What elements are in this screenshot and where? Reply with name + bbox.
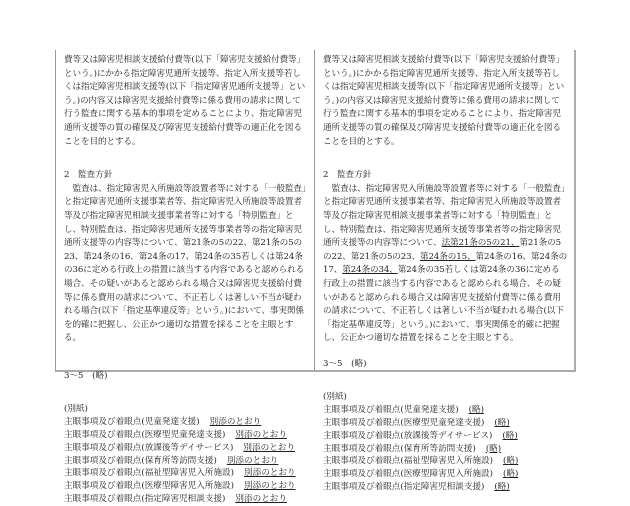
appendix-item-ref: (略) <box>468 405 484 416</box>
appendix-item <box>323 481 568 494</box>
amended-text: 法第21条の5の21、 <box>441 238 520 249</box>
appendix-label: (別紙) <box>323 392 347 403</box>
column-new <box>56 50 315 505</box>
appendix-item <box>64 455 308 468</box>
appendix-item-label: 主眼事項及び着眼点(保育所等訪問支援) <box>64 455 217 466</box>
column-old <box>315 50 574 493</box>
appendix-item <box>323 443 568 456</box>
appendix-item-label: 主眼事項及び着眼点(放課後等デイサービス) <box>64 442 234 453</box>
appendix-item-ref: 別添のとおり <box>244 481 296 492</box>
appendix-item-label: 主眼事項及び着眼点(医療型障害児入所施設) <box>64 481 234 492</box>
appendix-item-label: 主眼事項及び着眼点(指定障害児相談支援) <box>64 494 226 505</box>
appendix-label: (別紙) <box>64 404 88 415</box>
body-text: 第21条の5の22、第21条の5の23、 <box>323 238 561 262</box>
appendix-item-label: 主眼事項及び着眼点(児童発達支援) <box>64 417 200 428</box>
body-text: 監査は、指定障害児入所施設等設置者等に対する「一般監査」と指定障害児通所支援事業者等、指定障害児入所施設等設置者等及び指定障害児相談支援事業者等に対する「特別監査」とし、特別監査は、指定障害児通所支援等事業者等の指定障害児通所支援等の内容等について、 <box>323 183 566 249</box>
section-3-5-omitted: 3～5 (略) <box>323 358 367 369</box>
section-3-5-omitted: 3～5 (略) <box>64 370 108 381</box>
appendix-item-label: 主眼事項及び着眼点(指定障害児相談支援) <box>323 482 485 493</box>
appendix-item <box>64 480 308 493</box>
appendix-item <box>64 493 308 506</box>
section-2-body: 監査は、指定障害児入所施設等設置者等に対する「一般監査」と指定障害児通所支援事業者等、指定障害児入所施設等設置者等及び指定障害児相談支援事業者等に対する「特別監査」とし、特別監査は、指定障害児通所支援等事業者等の指定障害児通所支援等の内容等について、第21条の5の22、第21条の5の23、第24条の16、第24条の17、第24条の35若しくは第24条の36に定める行政上の措置に該当する内容であると認められる場合、その疑いがあると認められる場合又は障害児支援給付費等に係る費用の請求について、不正若しくは著しい不当が疑われる場合(以下「指定基準違反等」という。)において、事実関係を的確に把握し、公正かつ適切な措置を採ることを主眼とする。 <box>64 183 307 344</box>
appendix-item-ref: (略) <box>494 418 510 429</box>
amended-text: 第24条の15、 <box>420 251 476 262</box>
section-2-heading: 2 監査方針 <box>64 170 113 181</box>
appendix-item <box>64 467 308 480</box>
appendix-item <box>323 404 568 417</box>
comparison-table <box>55 50 576 505</box>
appendix-item-label: 主眼事項及び着眼点(保育所等訪問支援) <box>323 443 476 454</box>
appendix-item-ref: (略) <box>502 430 518 441</box>
appendix-item <box>323 468 568 481</box>
appendix-item-label: 主眼事項及び着眼点(児童発達支援) <box>323 405 459 416</box>
appendix-item <box>323 455 568 468</box>
body-text: 第24条の35若しくは第24条の36に定める行政上の措置に該当する内容であると認められる場合、その疑いがあると認められる場合又は障害児支援給付費等に係る費用の請求について、不正若しくは著しい不当が疑われる場合(以下「指定基準違反等」という。)において、事実関係を的確に把握し、公正かつ適切な措置を採ることを主眼とする。 <box>323 265 564 344</box>
appendix-item-ref: (略) <box>494 482 510 493</box>
appendix-item-ref: 別添のとおり <box>235 430 287 441</box>
section-2-body <box>323 183 568 346</box>
appendix-item <box>64 429 308 442</box>
appendix-item-ref: (略) <box>503 469 519 480</box>
appendix-item-label: 主眼事項及び着眼点(医療型障害児入所施設) <box>323 469 493 480</box>
appendix-item-ref: (略) <box>485 443 502 454</box>
appendix-item-label: 主眼事項及び着眼点(福祉型障害児入所施設) <box>64 468 234 479</box>
appendix-item <box>64 442 308 455</box>
appendix-item-ref: 別添のとおり <box>209 417 262 428</box>
intro-paragraph: 費等又は障害児相談支援給付費等(以下「障害児支援給付費等」という。)にかかる指定障害児通所支援等、指定入所支援等若しくは指定障害児相談支援等(以下「指定障害児通所支援等」という。)の内容又は障害児支援給付費等に係る費用の請求に関して行う監査に関する基本的事項を定めることにより、指定障害児通所支援等の質の確保及び障害児支援給付費等の適正化を図ることを目的とする。 <box>323 55 565 147</box>
appendix-item-ref: 別添のとおり <box>243 442 295 453</box>
appendix-item-label: 主眼事項及び着眼点(福祉型障害児入所施設) <box>323 456 493 467</box>
body-text: 第24条の16、第24条の17、 <box>323 251 568 276</box>
appendix-item-label: 主眼事項及び着眼点(医療型児童発達支援) <box>323 418 485 429</box>
intro-paragraph: 費等又は障害児相談支援給付費等(以下「障害児支援給付費等」という。)にかかる指定障害児通所支援等、指定入所支援等若しくは指定障害児相談支援等(以下「指定障害児通所支援等」という。)の内容又は障害児支援給付費等に係る費用の請求に関して行う監査に関する基本的事項を定めることにより、指定障害児通所支援等の質の確保及び障害児支援給付費等の適正化を図ることを目的とする。 <box>64 55 306 147</box>
appendix-item-ref: (略) <box>503 456 519 467</box>
appendix-item-ref: 別添のとおり <box>244 468 296 479</box>
appendix-item-ref: 別添のとおり <box>235 494 287 505</box>
appendix-item <box>64 416 308 429</box>
appendix-item-ref: 別添のとおり <box>226 455 279 466</box>
amended-text: 第24条の34、 <box>342 265 398 276</box>
appendix-item-label: 主眼事項及び着眼点(放課後等デイサービス) <box>323 430 493 441</box>
section-2-heading: 2 監査方針 <box>323 170 372 181</box>
appendix-item-label: 主眼事項及び着眼点(医療型児童発達支援) <box>64 430 226 441</box>
appendix-item <box>323 417 568 430</box>
